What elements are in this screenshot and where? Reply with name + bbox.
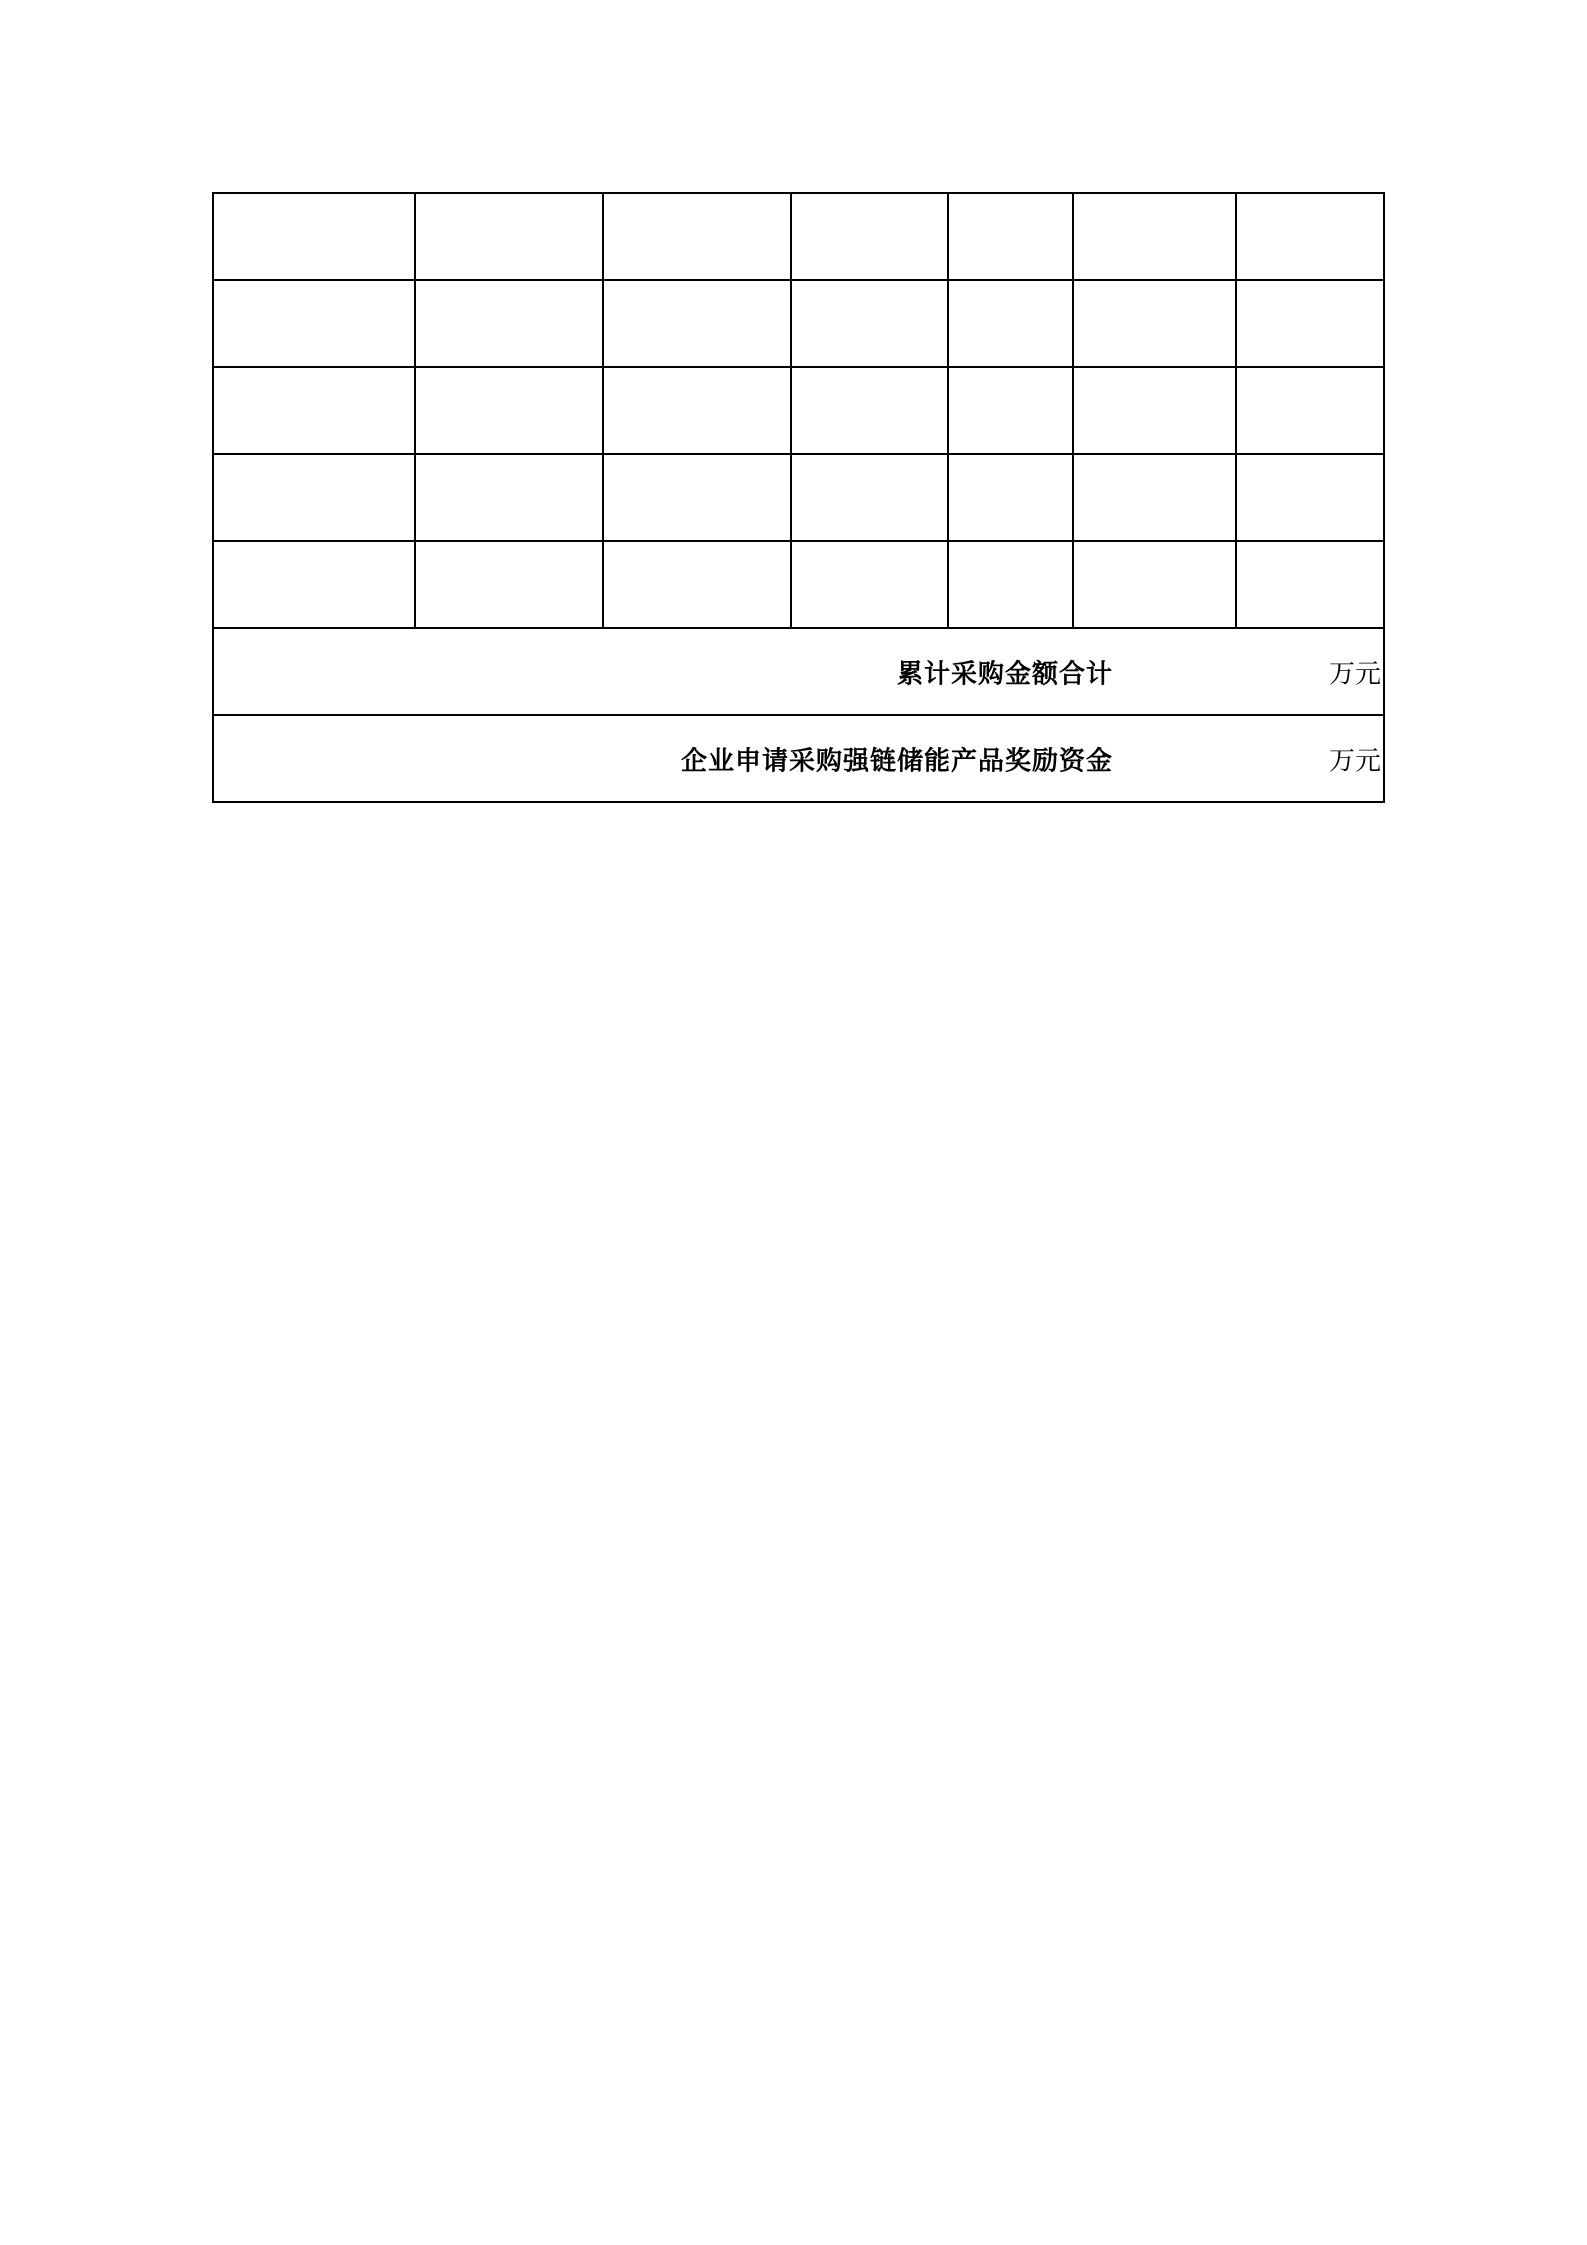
table-cell[interactable] [1073, 193, 1236, 280]
table-row [213, 280, 1384, 367]
table-cell[interactable] [603, 193, 791, 280]
table-cell[interactable] [213, 367, 415, 454]
table-cell[interactable] [603, 454, 791, 541]
table-body [213, 193, 1384, 802]
table-cell[interactable] [1236, 454, 1384, 541]
summary-row-total-purchase [213, 628, 1384, 715]
table-cell[interactable] [1236, 541, 1384, 628]
table-cell[interactable] [791, 280, 948, 367]
table-cell[interactable] [603, 280, 791, 367]
summary-row-reward-fund [213, 715, 1384, 802]
table-cell[interactable] [415, 541, 603, 628]
table-cell[interactable] [948, 541, 1073, 628]
table-cell[interactable] [1073, 541, 1236, 628]
table-cell[interactable] [415, 193, 603, 280]
table-cell[interactable] [213, 454, 415, 541]
table-cell[interactable] [415, 367, 603, 454]
table-cell[interactable] [415, 280, 603, 367]
summary-cell[interactable] [213, 628, 1384, 715]
table-cell[interactable] [948, 454, 1073, 541]
table-cell[interactable] [415, 454, 603, 541]
total-purchase-label: 累计采购金额合计 [896, 659, 1113, 689]
table-cell[interactable] [603, 541, 791, 628]
table-row [213, 541, 1384, 628]
summary-cell[interactable] [213, 715, 1384, 802]
table-cell[interactable] [948, 367, 1073, 454]
table-cell[interactable] [791, 367, 948, 454]
table-cell[interactable] [1073, 367, 1236, 454]
table-cell[interactable] [948, 193, 1073, 280]
table-cell[interactable] [1236, 193, 1384, 280]
purchase-summary-table [212, 192, 1385, 803]
reward-fund-unit: 万元 [1328, 746, 1381, 776]
table-cell[interactable] [791, 193, 948, 280]
table-cell[interactable] [1073, 454, 1236, 541]
table-cell[interactable] [213, 193, 415, 280]
table-cell[interactable] [213, 541, 415, 628]
table-cell[interactable] [213, 280, 415, 367]
table-cell[interactable] [791, 541, 948, 628]
total-purchase-unit: 万元 [1328, 659, 1381, 689]
table-cell[interactable] [1073, 280, 1236, 367]
table-cell[interactable] [948, 280, 1073, 367]
table-cell[interactable] [791, 454, 948, 541]
table-row [213, 193, 1384, 280]
reward-fund-label: 企业申请采购强链储能产品奖励资金 [680, 746, 1113, 776]
table-row [213, 367, 1384, 454]
table-row [213, 454, 1384, 541]
table-cell[interactable] [1236, 280, 1384, 367]
table-cell[interactable] [603, 367, 791, 454]
table-cell[interactable] [1236, 367, 1384, 454]
